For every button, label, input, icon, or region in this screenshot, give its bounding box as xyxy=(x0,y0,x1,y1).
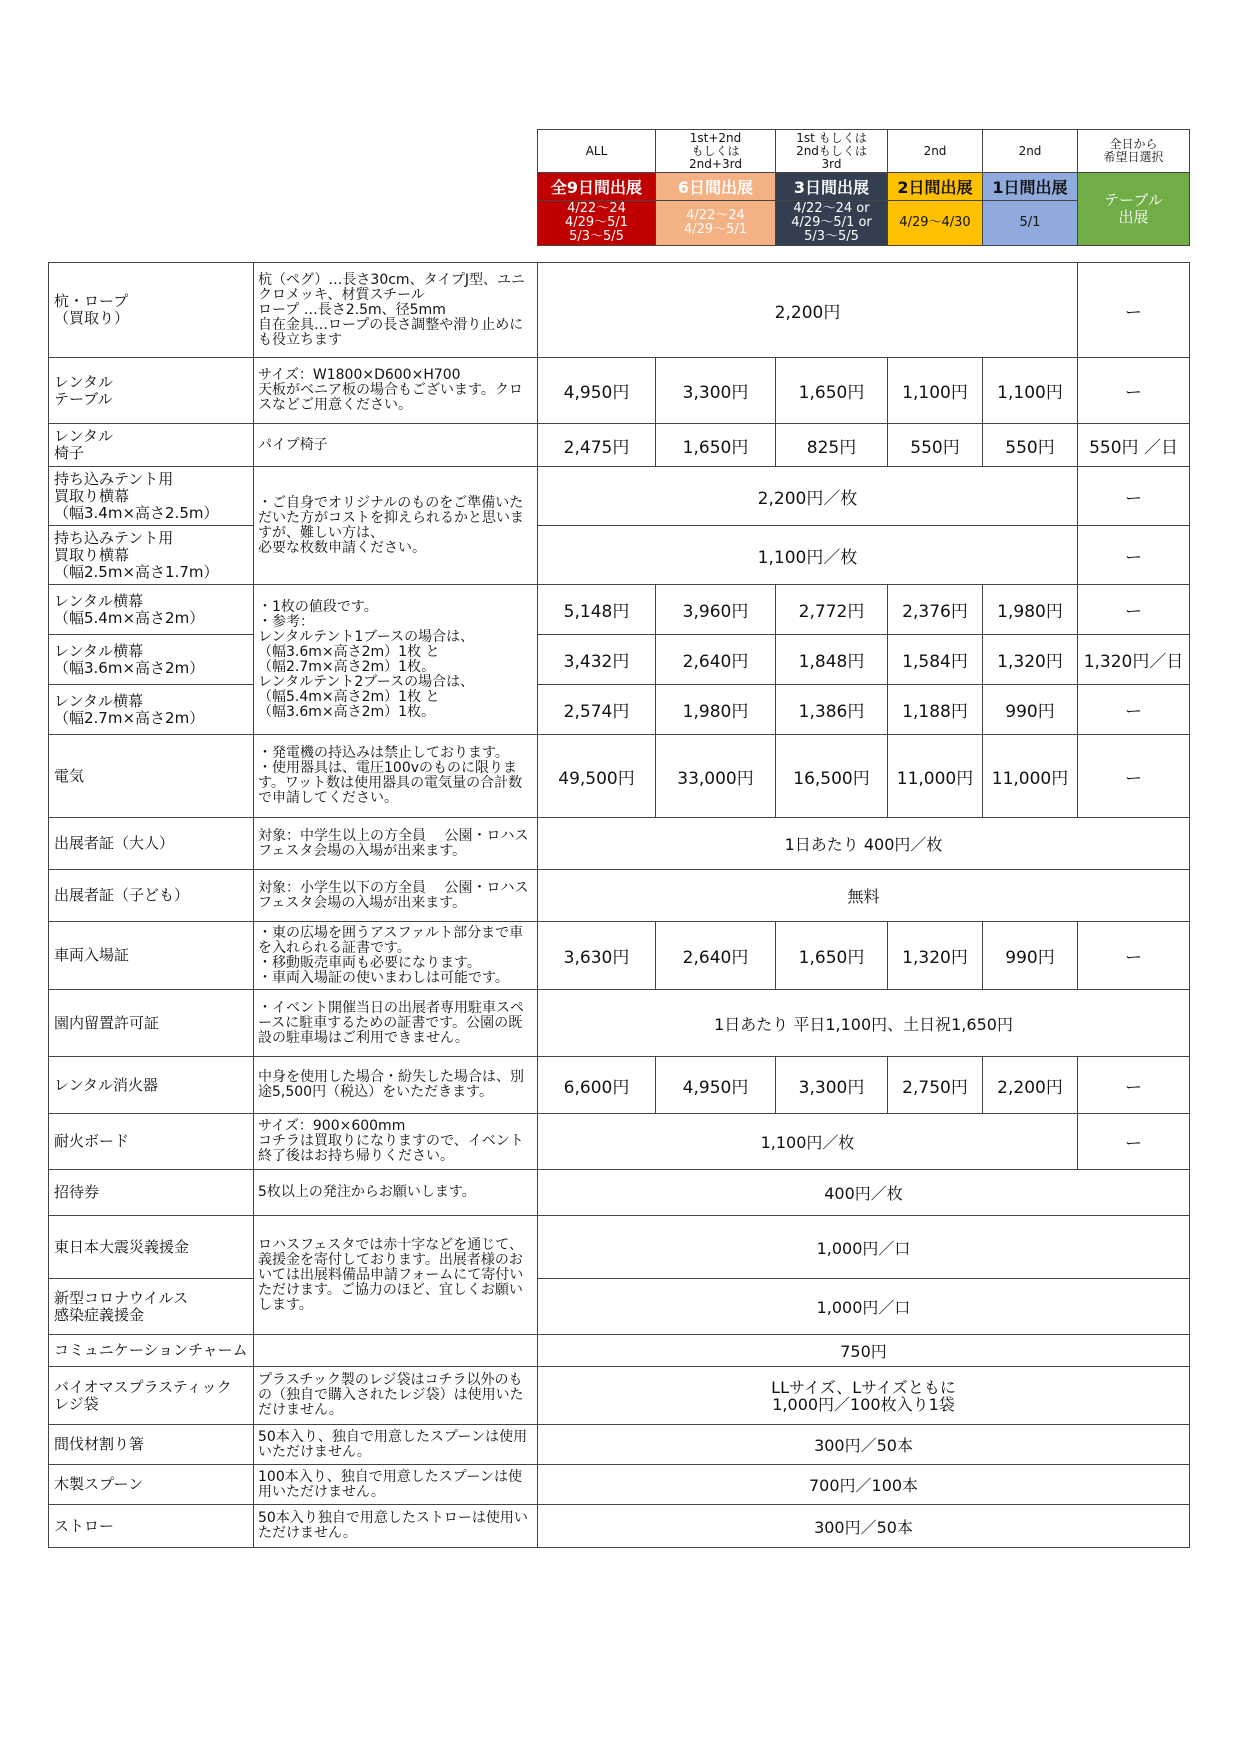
price-cell: 750円 xyxy=(538,1335,1190,1367)
price-cell: 1,650円 xyxy=(776,922,888,990)
price-cell: 990円 xyxy=(983,685,1078,735)
col-label-table: 全日から 希望日選択 xyxy=(1078,130,1190,173)
price-cell: ー xyxy=(1078,358,1190,424)
table-row xyxy=(49,735,1190,818)
table-row xyxy=(49,990,1190,1057)
price-cell: 1,000円／口 xyxy=(538,1216,1190,1279)
table-row xyxy=(49,635,1190,685)
price-cell: 3,432円 xyxy=(538,635,656,685)
table-row xyxy=(49,685,1190,735)
price-cell: 300円／50本 xyxy=(538,1505,1190,1548)
price-cell: 1日あたり 平日1,100円、土日祝1,650円 xyxy=(538,990,1190,1057)
item-desc: 50本入り独自で用意したストローは使用いただけません。 xyxy=(254,1505,538,1548)
price-cell: ー xyxy=(1078,1057,1190,1114)
item-desc: サイズ：900×600mm コチラは買取りになりますので、イベント終了後はお持ち帰りください。 xyxy=(254,1114,538,1170)
item-desc: 対象：小学生以下の方全員 公園・ロハスフェスタ会場の入場が出来ます。 xyxy=(254,870,538,922)
price-cell: 3,300円 xyxy=(776,1057,888,1114)
item-desc xyxy=(254,1335,538,1367)
plan-dates-6day: 4/22〜24 4/29〜5/1 xyxy=(656,201,776,246)
item-desc: パイプ椅子 xyxy=(254,424,538,467)
price-cell: 2,640円 xyxy=(656,635,776,685)
item-desc: 対象：中学生以上の方全員 公園・ロハスフェスタ会場の入場が出来ます。 xyxy=(254,818,538,870)
table-row xyxy=(49,870,1190,922)
price-cell: ー xyxy=(1078,1114,1190,1170)
plan-dates-9day: 4/22〜24 4/29〜5/1 5/3〜5/5 xyxy=(538,201,656,246)
plan-dates-2day: 4/29〜4/30 xyxy=(888,201,983,246)
item-name: レンタル消火器 xyxy=(49,1057,254,1114)
price-cell: 33,000円 xyxy=(656,735,776,818)
col-label-2day: 2nd xyxy=(888,130,983,173)
price-cell: 300円／50本 xyxy=(538,1425,1190,1465)
price-cell: 16,500円 xyxy=(776,735,888,818)
table-row xyxy=(49,424,1190,467)
price-cell: 3,630円 xyxy=(538,922,656,990)
table-row xyxy=(49,1279,1190,1335)
table-row xyxy=(49,1216,1190,1279)
price-cell: 2,640円 xyxy=(656,922,776,990)
item-name: 出展者証（大人） xyxy=(49,818,254,870)
item-name: レンタル テーブル xyxy=(49,358,254,424)
item-desc: サイズ：W1800×D600×H700 天板がベニア板の場合もございます。クロスなどご用意ください。 xyxy=(254,358,538,424)
item-desc: ロハスフェスタでは赤十字などを通じて、義援金を寄付しております。出展者様のおいては出展料備品申請フォームにて寄付いただけます。ご協力のほど、宜しくお願いします。 xyxy=(254,1216,538,1335)
item-name: 間伐材割り箸 xyxy=(49,1425,254,1465)
col-label-all: ALL xyxy=(538,130,656,173)
plan-dates-1day: 5/1 xyxy=(983,201,1078,246)
item-name: 新型コロナウイルス 感染症義援金 xyxy=(49,1279,254,1335)
col-label-3day: 1st もしくは 2ndもしくは 3rd xyxy=(776,130,888,173)
plan-header xyxy=(537,129,1190,246)
item-name: コミュニケーションチャーム xyxy=(49,1335,254,1367)
item-name: 電気 xyxy=(49,735,254,818)
item-name: バイオマスプラスティック レジ袋 xyxy=(49,1367,254,1425)
item-name: 車両入場証 xyxy=(49,922,254,990)
item-name: レンタル 椅子 xyxy=(49,424,254,467)
price-cell: 550円 xyxy=(888,424,983,467)
price-cell: 1,100円／枚 xyxy=(538,526,1078,585)
price-cell: 2,200円 xyxy=(538,263,1078,358)
table-row xyxy=(49,1170,1190,1216)
price-cell: 1,100円 xyxy=(888,358,983,424)
item-desc: ・1枚の値段です。 ・参考： レンタルテント1ブースの場合は、 （幅3.6m×高さ2m）1枚 と （幅2.7m×高さ2m）1枚。 レンタルテント2ブースの場合は、 （幅5.4m×高さ2m）1枚 と （幅3.6m×高さ2m）1枚。 xyxy=(254,585,538,735)
table-row xyxy=(49,922,1190,990)
price-cell: 無料 xyxy=(538,870,1190,922)
plan-title-9day: 全9日間出展 xyxy=(538,173,656,201)
price-cell: 2,475円 xyxy=(538,424,656,467)
col-label-6day: 1st+2nd もしくは 2nd+3rd xyxy=(656,130,776,173)
item-desc: 50本入り、独自で用意したスプーンは使用いただけません。 xyxy=(254,1425,538,1465)
price-cell: 1,650円 xyxy=(656,424,776,467)
item-desc: 杭（ペグ）…長さ30cm、タイプJ型、ユニクロメッキ、材質スチール ロープ …長さ2.5m、径5mm 自在金具…ロープの長さ調整や滑り止めにも役立ちます xyxy=(254,263,538,358)
price-cell: 1,100円 xyxy=(983,358,1078,424)
table-row xyxy=(49,818,1190,870)
item-name: 東日本大震災義援金 xyxy=(49,1216,254,1279)
item-desc: 5枚以上の発注からお願いします。 xyxy=(254,1170,538,1216)
price-cell: 2,772円 xyxy=(776,585,888,635)
price-cell: 1,320円 xyxy=(983,635,1078,685)
price-cell: 1,320円／日 xyxy=(1078,635,1190,685)
price-cell: 11,000円 xyxy=(888,735,983,818)
price-cell: 5,148円 xyxy=(538,585,656,635)
price-cell: ー xyxy=(1078,585,1190,635)
price-cell: ー xyxy=(1078,922,1190,990)
table-row xyxy=(49,1057,1190,1114)
table-row xyxy=(49,467,1190,526)
table-row xyxy=(49,1425,1190,1465)
price-cell: 1,980円 xyxy=(656,685,776,735)
price-cell: 1,320円 xyxy=(888,922,983,990)
item-name: 招待券 xyxy=(49,1170,254,1216)
item-desc: ・発電機の持込みは禁止しております。 ・使用器具は、電圧100vのものに限ります。ワット数は使用器具の電気量の合計数で申請してください。 xyxy=(254,735,538,818)
price-cell: ー xyxy=(1078,467,1190,526)
item-name: 園内留置許可証 xyxy=(49,990,254,1057)
col-label-1day: 2nd xyxy=(983,130,1078,173)
price-cell: 4,950円 xyxy=(656,1057,776,1114)
item-name: レンタル横幕 （幅3.6m×高さ2m） xyxy=(49,635,254,685)
price-cell: 11,000円 xyxy=(983,735,1078,818)
item-name: 木製スプーン xyxy=(49,1465,254,1505)
table-row xyxy=(49,526,1190,585)
table-row xyxy=(49,1335,1190,1367)
price-cell: 2,376円 xyxy=(888,585,983,635)
price-cell: 2,750円 xyxy=(888,1057,983,1114)
price-cell: 550円 xyxy=(983,424,1078,467)
price-cell: 1,650円 xyxy=(776,358,888,424)
price-cell: 700円／100本 xyxy=(538,1465,1190,1505)
item-desc: ・東の広場を囲うアスファルト部分まで車を入れられる証書です。 ・移動販売車両も必要になります。 ・車両入場証の使いまわしは可能です。 xyxy=(254,922,538,990)
plan-title-3day: 3日間出展 xyxy=(776,173,888,201)
price-cell: ー xyxy=(1078,263,1190,358)
table-row xyxy=(49,1465,1190,1505)
item-name: 持ち込みテント用 買取り横幕 （幅2.5m×高さ1.7m） xyxy=(49,526,254,585)
price-cell: 825円 xyxy=(776,424,888,467)
price-cell: 4,950円 xyxy=(538,358,656,424)
table-row xyxy=(49,263,1190,358)
price-cell: 2,200円／枚 xyxy=(538,467,1078,526)
price-cell: ー xyxy=(1078,526,1190,585)
item-desc: ・ご自身でオリジナルのものをご準備いただいた方がコストを抑えられるかと思いますが、難しい方は、 必要な枚数申請ください。 xyxy=(254,467,538,585)
price-cell: 49,500円 xyxy=(538,735,656,818)
table-row xyxy=(49,1367,1190,1425)
table-row xyxy=(49,1505,1190,1548)
price-cell: 990円 xyxy=(983,922,1078,990)
price-cell: ー xyxy=(1078,685,1190,735)
price-cell: 1,188円 xyxy=(888,685,983,735)
table-row xyxy=(49,358,1190,424)
price-cell: 1,980円 xyxy=(983,585,1078,635)
price-cell: 3,960円 xyxy=(656,585,776,635)
price-cell: ー xyxy=(1078,735,1190,818)
plan-title-1day: 1日間出展 xyxy=(983,173,1078,201)
item-name: レンタル横幕 （幅5.4m×高さ2m） xyxy=(49,585,254,635)
table-row xyxy=(49,1114,1190,1170)
item-name: 耐火ボード xyxy=(49,1114,254,1170)
item-name: 持ち込みテント用 買取り横幕 （幅3.4m×高さ2.5m） xyxy=(49,467,254,526)
item-name: レンタル横幕 （幅2.7m×高さ2m） xyxy=(49,685,254,735)
price-cell: 550円 ／日 xyxy=(1078,424,1190,467)
price-cell: LLサイズ、Lサイズともに 1,000円／100枚入り1袋 xyxy=(538,1367,1190,1425)
price-table xyxy=(48,262,1190,1548)
price-cell: 2,200円 xyxy=(983,1057,1078,1114)
price-cell: 400円／枚 xyxy=(538,1170,1190,1216)
price-cell: 1,386円 xyxy=(776,685,888,735)
plan-title-table: テーブル 出展 xyxy=(1078,173,1190,246)
price-cell: 1,584円 xyxy=(888,635,983,685)
table-row xyxy=(49,585,1190,635)
item-name: ストロー xyxy=(49,1505,254,1548)
item-desc: プラスチック製のレジ袋はコチラ以外のもの（独自で購入されたレジ袋）は使用いただけません。 xyxy=(254,1367,538,1425)
plan-title-6day: 6日間出展 xyxy=(656,173,776,201)
price-cell: 1日あたり 400円／枚 xyxy=(538,818,1190,870)
price-cell: 1,000円／口 xyxy=(538,1279,1190,1335)
item-desc: 100本入り、独自で用意したスプーンは使用いただけません。 xyxy=(254,1465,538,1505)
item-desc: ・イベント開催当日の出展者専用駐車スペースに駐車するための証書です。公園の既設の駐車場はご利用できません。 xyxy=(254,990,538,1057)
item-name: 杭・ロープ （買取り） xyxy=(49,263,254,358)
price-cell: 1,848円 xyxy=(776,635,888,685)
plan-title-2day: 2日間出展 xyxy=(888,173,983,201)
plan-dates-3day: 4/22〜24 or 4/29〜5/1 or 5/3〜5/5 xyxy=(776,201,888,246)
item-desc: 中身を使用した場合・紛失した場合は、別途5,500円（税込）をいただきます。 xyxy=(254,1057,538,1114)
item-name: 出展者証（子ども） xyxy=(49,870,254,922)
price-cell: 6,600円 xyxy=(538,1057,656,1114)
price-cell: 2,574円 xyxy=(538,685,656,735)
price-cell: 3,300円 xyxy=(656,358,776,424)
price-cell: 1,100円／枚 xyxy=(538,1114,1078,1170)
